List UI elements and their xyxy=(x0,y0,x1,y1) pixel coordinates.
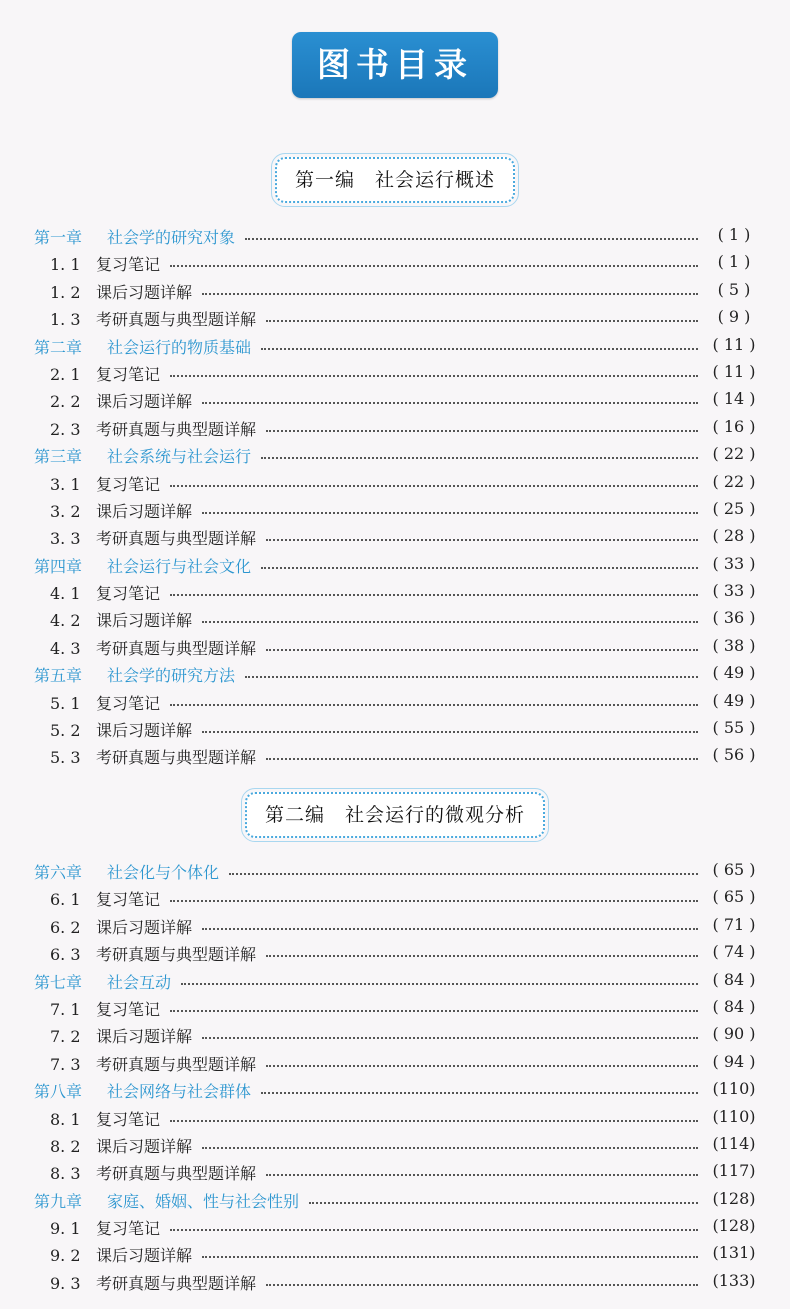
toc-section-row[interactable] xyxy=(0,604,790,631)
section-title: 考研真题与典型题详解 xyxy=(96,1273,257,1293)
section-title: 考研真题与典型题详解 xyxy=(96,310,257,330)
page-number: ( 1 ) xyxy=(717,225,751,244)
section-title: 课后习题详解 xyxy=(96,721,193,741)
toc-part-1 xyxy=(0,221,790,769)
toc-section-row[interactable] xyxy=(0,1212,790,1239)
page-number: ( 55 ) xyxy=(712,718,756,738)
toc-section-row[interactable] xyxy=(0,248,790,275)
dot-leader xyxy=(170,1229,698,1231)
section-title: 考研真题与典型题详解 xyxy=(96,638,257,658)
toc-entry-label xyxy=(50,472,160,495)
toc-entry-label xyxy=(50,1271,256,1294)
dot-leader xyxy=(266,758,698,760)
toc-entry-label xyxy=(34,1189,299,1212)
chapter-number: 第一章 xyxy=(34,228,83,247)
section-title: 课后习题详解 xyxy=(96,917,193,937)
toc-entry-label xyxy=(34,335,251,358)
section-number: 3. 2 xyxy=(50,501,81,521)
section-number: 7. 2 xyxy=(50,1027,81,1047)
section-number: 5. 3 xyxy=(50,748,81,768)
toc-entry-label xyxy=(34,554,251,577)
toc-section-row[interactable] xyxy=(0,1239,790,1266)
toc-section-row[interactable] xyxy=(0,993,790,1020)
toc-section-row[interactable] xyxy=(0,495,790,522)
section-number: 8. 2 xyxy=(50,1136,81,1156)
toc-section-row[interactable] xyxy=(0,938,790,965)
page-number: ( 14 ) xyxy=(712,389,756,409)
section-number: 7. 3 xyxy=(50,1054,81,1074)
section-number: 6. 1 xyxy=(50,890,81,910)
dot-leader xyxy=(170,900,698,902)
toc-entry-label xyxy=(50,942,256,965)
section-title: 考研真题与典型题详解 xyxy=(96,945,257,965)
section-title: 课后习题详解 xyxy=(96,1246,193,1266)
page-number: ( 5 ) xyxy=(717,279,751,299)
toc-section-row[interactable] xyxy=(0,1048,790,1075)
toc-entry-label xyxy=(34,444,251,467)
toc-entry-label xyxy=(50,280,192,303)
toc-entry-label xyxy=(50,915,192,938)
dot-leader xyxy=(266,955,698,957)
chapter-title: 社会学的研究对象 xyxy=(107,228,236,247)
toc-entry-label xyxy=(50,417,256,440)
page-number: ( 84 ) xyxy=(712,996,756,1016)
chapter-number: 第四章 xyxy=(34,556,83,576)
section-title: 复习笔记 xyxy=(96,474,161,494)
toc-section-row[interactable] xyxy=(0,714,790,741)
section-title: 复习笔记 xyxy=(96,584,161,604)
toc-section-row[interactable] xyxy=(0,741,790,768)
toc-part-2 xyxy=(0,856,790,1294)
section-title: 复习笔记 xyxy=(96,890,161,910)
section-number: 3. 3 xyxy=(50,529,81,549)
dot-leader xyxy=(202,621,698,623)
dot-leader xyxy=(266,1174,698,1176)
chapter-title: 社会互动 xyxy=(107,972,172,992)
dot-leader xyxy=(202,1037,698,1039)
dot-leader xyxy=(202,928,698,930)
toc-entry-label xyxy=(50,362,160,385)
page-number: ( 36 ) xyxy=(712,608,756,628)
section-number: 8. 1 xyxy=(50,1109,81,1129)
toc-chapter-row[interactable] xyxy=(0,1185,790,1212)
chapter-title: 社会网络与社会群体 xyxy=(107,1082,252,1102)
toc-section-row[interactable] xyxy=(0,632,790,659)
page-number: ( 49 ) xyxy=(712,663,756,683)
section-number: 8. 3 xyxy=(50,1164,81,1184)
section-title: 考研真题与典型题详解 xyxy=(96,419,257,439)
dot-leader xyxy=(266,1065,698,1067)
page-number: ( 33 ) xyxy=(712,581,756,601)
dot-leader xyxy=(266,320,698,322)
page-number: ( 22 ) xyxy=(712,471,756,491)
chapter-title: 社会学的研究方法 xyxy=(107,666,236,686)
toc-chapter-row[interactable] xyxy=(0,550,790,577)
section-title: 复习笔记 xyxy=(96,255,161,275)
toc-section-row[interactable] xyxy=(0,276,790,303)
dot-leader xyxy=(170,375,698,377)
page-number: ( 94 ) xyxy=(712,1051,756,1071)
section-number: 5. 1 xyxy=(50,693,81,713)
dot-leader xyxy=(245,676,698,678)
part-banner-1 xyxy=(0,157,790,203)
part-title: 社会运行的微观分析 xyxy=(345,804,526,826)
page-number: ( 11 ) xyxy=(712,334,756,354)
toc-entry-label xyxy=(34,1079,251,1102)
section-number: 4. 2 xyxy=(50,611,81,631)
toc-section-row[interactable] xyxy=(0,577,790,604)
section-title: 课后习题详解 xyxy=(96,611,193,631)
dot-leader xyxy=(202,731,698,733)
toc-entry-label xyxy=(50,1107,160,1130)
section-title: 考研真题与典型题详解 xyxy=(96,1054,257,1074)
chapter-number: 第七章 xyxy=(34,972,83,992)
dot-leader xyxy=(202,512,698,514)
toc-section-row[interactable] xyxy=(0,1103,790,1130)
dot-leader xyxy=(266,430,698,432)
toc-entry-label xyxy=(50,499,192,522)
chapter-number: 第二章 xyxy=(34,337,83,357)
section-number: 4. 3 xyxy=(50,638,81,658)
section-number: 1. 2 xyxy=(50,282,81,302)
toc-entry-label xyxy=(34,860,219,883)
page-number: (128) xyxy=(712,1216,756,1236)
chapter-number: 第八章 xyxy=(34,1082,83,1102)
page-number: ( 71 ) xyxy=(712,914,756,934)
section-number: 9. 3 xyxy=(50,1273,81,1293)
section-number: 7. 1 xyxy=(50,999,81,1019)
toc-section-row[interactable] xyxy=(0,1267,790,1294)
toc-entry-label xyxy=(50,887,160,910)
toc-entry-label xyxy=(50,252,160,275)
page-number: ( 1 ) xyxy=(717,252,751,272)
dot-leader xyxy=(202,293,698,295)
toc-chapter-row[interactable] xyxy=(0,1075,790,1102)
dot-leader xyxy=(245,238,698,240)
chapter-title: 家庭、婚姻、性与社会性别 xyxy=(107,1191,300,1211)
section-title: 课后习题详解 xyxy=(96,1027,193,1047)
dot-leader xyxy=(202,1147,698,1149)
toc-section-row[interactable] xyxy=(0,468,790,495)
toc-section-row[interactable] xyxy=(0,522,790,549)
chapter-title: 社会运行与社会文化 xyxy=(107,556,252,576)
section-number: 1. 1 xyxy=(50,255,81,275)
chapter-number: 第九章 xyxy=(34,1191,83,1211)
page-number: ( 74 ) xyxy=(712,942,756,962)
dot-leader xyxy=(266,1284,698,1286)
toc-chapter-row[interactable] xyxy=(0,221,790,248)
page-number: ( 90 ) xyxy=(712,1024,756,1044)
toc-section-row[interactable] xyxy=(0,1130,790,1157)
toc-entry-label xyxy=(50,581,160,604)
chapter-number: 第三章 xyxy=(34,447,83,467)
toc-chapter-row[interactable] xyxy=(0,440,790,467)
page-number: (114) xyxy=(712,1133,756,1153)
section-title: 课后习题详解 xyxy=(96,282,193,302)
section-number: 2. 3 xyxy=(50,419,81,439)
toc-section-row[interactable] xyxy=(0,303,790,330)
page-number: ( 28 ) xyxy=(712,526,756,546)
dot-leader xyxy=(202,1256,698,1258)
toc-section-row[interactable] xyxy=(0,883,790,910)
section-number: 9. 1 xyxy=(50,1219,81,1239)
section-title: 考研真题与典型题详解 xyxy=(96,1164,257,1184)
toc-entry-label xyxy=(50,1243,192,1266)
toc-entry-label xyxy=(34,225,235,248)
dot-leader xyxy=(266,539,698,541)
part-number: 第二编 xyxy=(264,804,325,826)
page-number: ( 65 ) xyxy=(712,860,756,879)
toc-entry-label xyxy=(50,997,160,1020)
toc-entry-label xyxy=(50,307,256,330)
dot-leader xyxy=(170,704,698,706)
toc-entry-label xyxy=(50,1024,192,1047)
dot-leader xyxy=(266,649,698,651)
toc-section-row[interactable] xyxy=(0,687,790,714)
toc-chapter-row[interactable] xyxy=(0,331,790,358)
toc-entry-label xyxy=(50,745,256,768)
page-number: ( 56 ) xyxy=(712,745,756,765)
dot-leader xyxy=(261,348,698,350)
dot-leader xyxy=(261,1092,698,1094)
toc-entry-label xyxy=(50,1134,192,1157)
section-title: 复习笔记 xyxy=(96,1219,161,1239)
part-number: 第一编 xyxy=(294,169,355,191)
chapter-title: 社会系统与社会运行 xyxy=(107,447,252,467)
page-number: ( 11 ) xyxy=(712,361,756,381)
chapter-title: 社会化与个体化 xyxy=(107,863,220,882)
toc-entry-label xyxy=(50,608,192,631)
section-title: 课后习题详解 xyxy=(96,501,193,521)
section-title: 课后习题详解 xyxy=(96,1136,193,1156)
toc-entry-label xyxy=(50,389,192,412)
toc-entry-label xyxy=(50,526,256,549)
page-number: ( 25 ) xyxy=(712,498,756,518)
dot-leader xyxy=(229,873,698,875)
toc-section-row[interactable] xyxy=(0,358,790,385)
chapter-title: 社会运行的物质基础 xyxy=(107,337,252,357)
page-number: (133) xyxy=(712,1270,756,1290)
toc-entry-label xyxy=(50,1216,160,1239)
toc-entry-label xyxy=(50,718,192,741)
section-number: 6. 2 xyxy=(50,917,81,937)
part-heading xyxy=(245,792,545,838)
section-number: 9. 2 xyxy=(50,1246,81,1266)
dot-leader xyxy=(202,402,698,404)
part-heading xyxy=(275,157,515,203)
toc-section-row[interactable] xyxy=(0,911,790,938)
section-number: 3. 1 xyxy=(50,474,81,494)
page-number: (117) xyxy=(712,1161,756,1181)
page-number: ( 33 ) xyxy=(712,553,756,573)
page-number: ( 22 ) xyxy=(712,444,756,464)
section-title: 复习笔记 xyxy=(96,693,161,713)
section-title: 考研真题与典型题详解 xyxy=(96,748,257,768)
dot-leader xyxy=(261,457,698,459)
toc-section-row[interactable] xyxy=(0,1157,790,1184)
chapter-number: 第六章 xyxy=(34,863,83,882)
toc-entry-label xyxy=(50,636,256,659)
section-title: 复习笔记 xyxy=(96,999,161,1019)
page-title-banner xyxy=(0,32,790,98)
dot-leader xyxy=(309,1202,698,1204)
page-title: 图书目录 xyxy=(292,32,498,98)
section-number: 4. 1 xyxy=(50,584,81,604)
dot-leader xyxy=(170,1010,698,1012)
toc-chapter-row[interactable] xyxy=(0,856,790,883)
page-number: ( 84 ) xyxy=(712,969,756,989)
page-number: (131) xyxy=(712,1243,756,1263)
toc-entry-label xyxy=(50,1161,256,1184)
toc-entry-label xyxy=(34,970,171,993)
dot-leader xyxy=(170,485,698,487)
page-number: ( 38 ) xyxy=(712,635,756,655)
dot-leader xyxy=(170,1120,698,1122)
page-number: ( 65 ) xyxy=(712,887,756,907)
page-number: ( 49 ) xyxy=(712,690,756,710)
section-number: 2. 1 xyxy=(50,364,81,384)
dot-leader xyxy=(170,265,698,267)
section-title: 复习笔记 xyxy=(96,364,161,384)
page-number: (128) xyxy=(712,1188,756,1208)
toc-entry-label xyxy=(50,691,160,714)
dot-leader xyxy=(181,983,698,985)
section-title: 复习笔记 xyxy=(96,1109,161,1129)
dot-leader xyxy=(170,594,698,596)
page-number: ( 9 ) xyxy=(717,307,751,327)
section-number: 5. 2 xyxy=(50,721,81,741)
toc-section-row[interactable] xyxy=(0,385,790,412)
section-number: 2. 2 xyxy=(50,392,81,412)
toc-entry-label xyxy=(34,663,235,686)
toc-chapter-row[interactable] xyxy=(0,659,790,686)
part-title: 社会运行概述 xyxy=(375,169,496,191)
chapter-number: 第五章 xyxy=(34,666,83,686)
toc-section-row[interactable] xyxy=(0,1020,790,1047)
toc-chapter-row[interactable] xyxy=(0,966,790,993)
section-title: 考研真题与典型题详解 xyxy=(96,529,257,549)
toc-entry-label xyxy=(50,1052,256,1075)
dot-leader xyxy=(261,567,698,569)
section-number: 1. 3 xyxy=(50,310,81,330)
toc-section-row[interactable] xyxy=(0,413,790,440)
part-banner-2 xyxy=(0,792,790,838)
section-title: 课后习题详解 xyxy=(96,392,193,412)
page-number: (110) xyxy=(712,1106,756,1126)
section-number: 6. 3 xyxy=(50,945,81,965)
page-number: (110) xyxy=(712,1079,756,1099)
page-number: ( 16 ) xyxy=(712,416,756,436)
